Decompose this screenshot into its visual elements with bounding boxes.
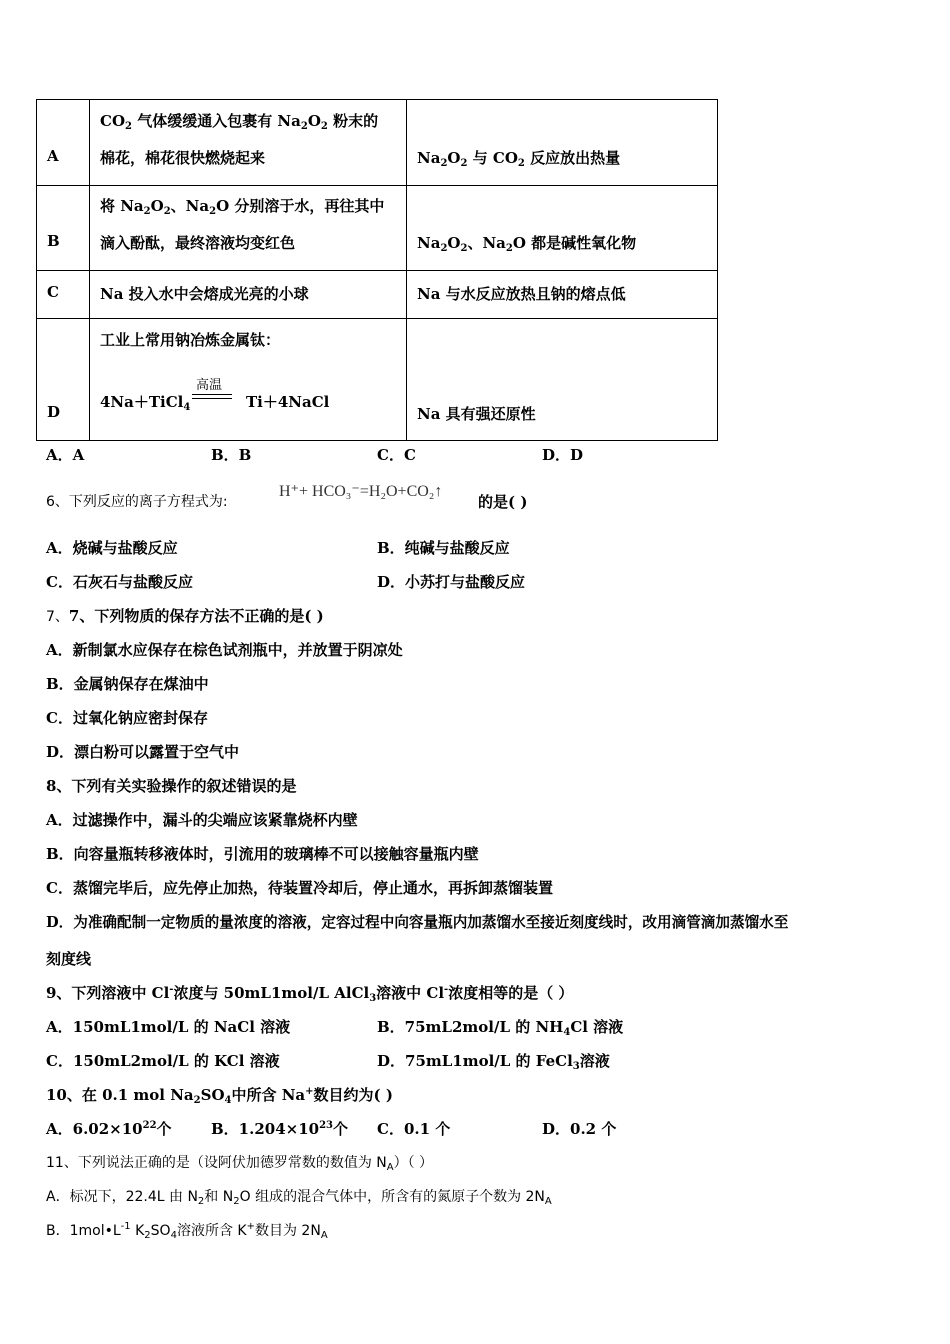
- equation-double-line: [192, 398, 232, 399]
- q11-stem: 11、下列说法正确的是（设阿伏加德罗常数的数值为 $N_A$）（ ）: [46, 1155, 434, 1173]
- row-letter: D: [37, 319, 90, 441]
- cell-text: $Na_2O_2$ 与 $CO_2$ 反应放出热量: [417, 149, 621, 169]
- q7-option-c: C．过氧化钠应密封保存: [46, 709, 208, 727]
- q9-option-d: D．75mL1mol/L 的 FeCl$_3$溶液: [377, 1052, 610, 1072]
- q6-stem-end: 的是( ): [478, 493, 528, 511]
- row-phenomenon: $CO_2$ 气体缓缓通入包裹有 $Na_2O_2$ 粉末的 棉花，棉花很快燃烧起来: [90, 100, 407, 186]
- row-explanation: [407, 186, 718, 271]
- q8-option-c: C．蒸馏完毕后，应先停止加热，待装置冷却后，停止通水，再拆卸蒸馏装置: [46, 879, 553, 897]
- table-row: [37, 100, 718, 186]
- q10-stem: 10、在 0.1 mol $Na_2SO_4$中所含 Na+数目约为( ): [46, 1086, 393, 1106]
- table-row: [37, 186, 718, 271]
- q6-option-a: A．烧碱与盐酸反应: [46, 539, 178, 557]
- row-explanation: Na 与水反应放热且钠的熔点低: [407, 271, 718, 319]
- reaction-condition: 高温: [196, 378, 223, 393]
- equation-right: Ti＋4NaCl: [246, 393, 330, 411]
- equation-double-line: [192, 394, 232, 395]
- q9-option-c: C．150mL2mol/L 的 KCl 溶液: [46, 1052, 280, 1070]
- ionic-equation: H⁺+ HCO₃⁻=H₂O+CO₂↑: [279, 483, 443, 500]
- q8-option-d: D．为准确配制一定物质的量浓度的溶液，定容过程中向容量瓶内加蒸馏水至接近刻度线时，改用滴管滴加蒸馏水至: [46, 914, 789, 931]
- q8-option-d-cont: 刻度线: [46, 950, 92, 968]
- q7-option-b: B．金属钠保存在煤油中: [46, 675, 209, 693]
- q9-stem: 9、下列溶液中 Cl-浓度与 50mL1mol/L AlCl$_3$溶液中 Cl-浓度相等的是（ ）: [46, 984, 574, 1004]
- q5-option-b: B．B: [211, 446, 252, 464]
- row-phenomenon: Na 投入水中会熔成光亮的小球: [90, 271, 407, 319]
- row-letter: C: [37, 271, 90, 319]
- q11-option-b: B．$1mol•L^{-1}$ $K_2SO_4$溶液所含 K+数目为 $2N_A$: [46, 1221, 328, 1241]
- row-letter: B: [37, 186, 90, 271]
- row-explanation: Na 具有强还原性: [407, 319, 718, 441]
- q5-option-c: C．C: [377, 446, 416, 464]
- q9-option-b: B．75mL2mol/L 的 $NH_4Cl$ 溶液: [377, 1018, 624, 1038]
- cell-text: 将 $Na_2O_2$、$Na_2O$ 分别溶于水，再往其中: [100, 197, 385, 217]
- q5-option-a: A．A: [46, 446, 85, 464]
- cell-text: $CO_2$ 气体缓缓通入包裹有 $Na_2O_2$ 粉末的: [100, 112, 379, 132]
- q10-option-d: D．0.2 个: [542, 1120, 617, 1138]
- q6-option-b: B．纯碱与盐酸反应: [377, 539, 510, 557]
- row-letter: A: [37, 100, 90, 186]
- row-phenomenon: 将 $Na_2O_2$、$Na_2O$ 分别溶于水，再往其中 滴入酚酞，最终溶液均变红色: [90, 186, 407, 271]
- q9-option-a: A．150mL1mol/L 的 NaCl 溶液: [46, 1018, 291, 1036]
- table-row: [37, 319, 718, 441]
- q6-option-c: C．石灰石与盐酸反应: [46, 573, 193, 591]
- q8-option-b: B．向容量瓶转移液体时，引流用的玻璃棒不可以接触容量瓶内壁: [46, 845, 479, 863]
- q5-option-d: D．D: [542, 446, 584, 464]
- q8-stem: 8、下列有关实验操作的叙述错误的是: [46, 777, 297, 795]
- row-phenomenon: 工业上常用钠冶炼金属钛： 4Na＋TiCl$_4$ 高温 Ti＋4NaCl: [90, 319, 407, 441]
- cell-text: $Na_2O_2$、$Na_2O$ 都是碱性氧化物: [417, 234, 637, 254]
- q6-stem: 6、下列反应的离子方程式为:: [46, 494, 228, 510]
- question-table: [36, 99, 718, 441]
- q8-option-a: A．过滤操作中，漏斗的尖端应该紧靠烧杯内壁: [46, 811, 358, 829]
- q10-option-b: B．$1.204\times 10^{23}$个: [211, 1120, 349, 1138]
- q6-option-d: D．小苏打与盐酸反应: [377, 573, 526, 591]
- row-explanation: [407, 100, 718, 186]
- q11-option-a: A．标况下，22.4L 由 $N_2$和 $N_2O$ 组成的混合气体中，所含有的氮原子个数为 $2N_A$: [46, 1189, 552, 1207]
- table-row: [37, 271, 718, 319]
- q7-option-a: A．新制氯水应保存在棕色试剂瓶中，并放置于阴凉处: [46, 641, 403, 659]
- q7-stem: 7、7、下列物质的保存方法不正确的是( ): [46, 607, 324, 625]
- q7-option-d: D．漂白粉可以露置于空气中: [46, 743, 240, 761]
- equation-left: 4Na＋TiCl$_4$: [100, 393, 191, 413]
- q10-option-c: C．0.1 个: [377, 1120, 451, 1138]
- q10-option-a: A．$6.02\times 10^{22}$个: [46, 1120, 172, 1138]
